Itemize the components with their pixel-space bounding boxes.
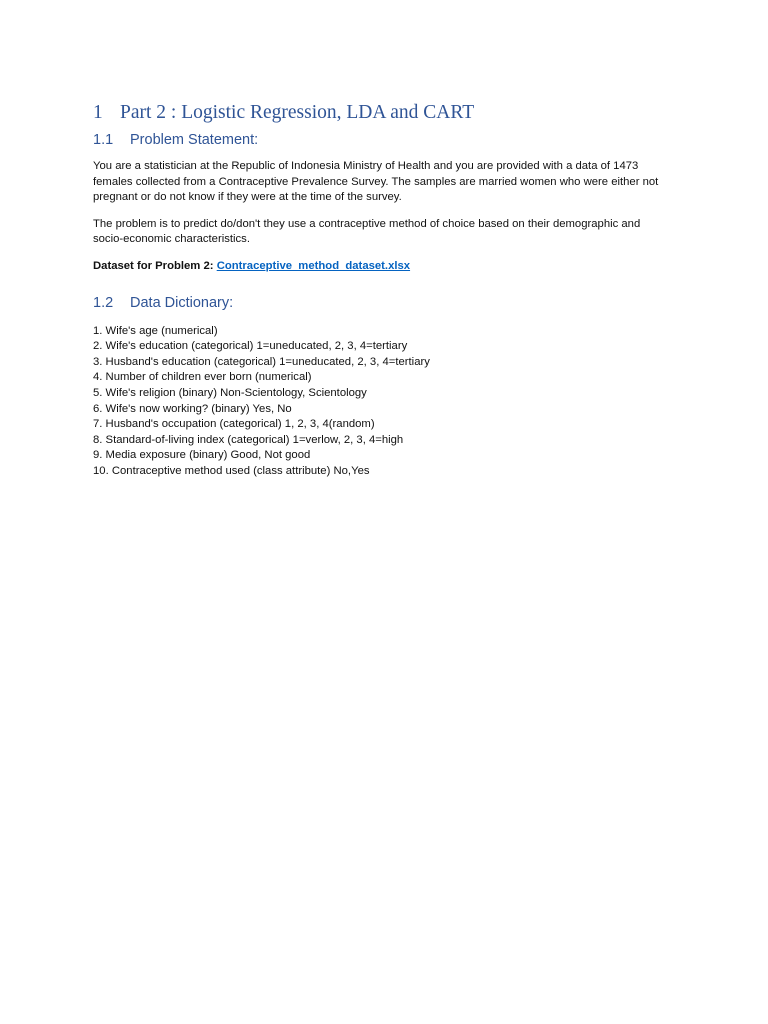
heading-problem-statement bbox=[93, 130, 673, 150]
list-item: 1. Wife's age (numerical) bbox=[93, 324, 218, 337]
dataset-line bbox=[93, 259, 673, 275]
list-item: 10. Contraceptive method used (class attribute) No,Yes bbox=[93, 464, 370, 477]
list-item: 7. Husband's occupation (categorical) 1, 2, 3, 4(random) bbox=[93, 418, 375, 431]
list-item: 5. Wife's religion (binary) Non-Scientology, Scientology bbox=[93, 386, 367, 399]
list-item: 9. Media exposure (binary) Good, Not good bbox=[93, 449, 311, 462]
section-title: Data Dictionary: bbox=[130, 294, 234, 311]
problem-paragraph-1: You are a statistician at the Republic of Indonesia Ministry of Health and you are provided with a data of 1473 females collected from a Contraceptive Prevalence Survey. The samples are married women who were either not pregnant or do not know if they were at the time of the survey. bbox=[93, 160, 659, 204]
heading-title: Part 2 : Logistic Regression, LDA and CART bbox=[120, 102, 475, 123]
dataset-link[interactable]: Contraceptive_method_dataset.xlsx bbox=[216, 259, 411, 272]
list-item: 2. Wife's education (categorical) 1=uneducated, 2, 3, 4=tertiary bbox=[93, 340, 408, 353]
list-item: 8. Standard-of-living index (categorical) 1=verlow, 2, 3, 4=high bbox=[93, 433, 404, 446]
document-page bbox=[93, 100, 673, 480]
list-item: 3. Husband's education (categorical) 1=uneducated, 2, 3, 4=tertiary bbox=[93, 355, 430, 368]
list-item: 4. Number of children ever born (numerical) bbox=[93, 371, 312, 384]
heading-data-dictionary bbox=[93, 293, 673, 313]
problem-paragraph-2: The problem is to predict do/don't they use a contraceptive method of choice based on their demographic and socio-economic characteristics. bbox=[93, 217, 641, 246]
data-dictionary-list bbox=[93, 324, 673, 480]
section-number: 1.1 bbox=[93, 132, 114, 148]
section-number: 1.2 bbox=[93, 294, 114, 311]
list-item: 6. Wife's now working? (binary) Yes, No bbox=[93, 402, 292, 415]
heading-number: 1 bbox=[93, 102, 103, 123]
dataset-label: Dataset for Problem 2: bbox=[93, 259, 214, 272]
heading-part-2 bbox=[93, 100, 673, 126]
section-title: Problem Statement: bbox=[130, 132, 259, 148]
